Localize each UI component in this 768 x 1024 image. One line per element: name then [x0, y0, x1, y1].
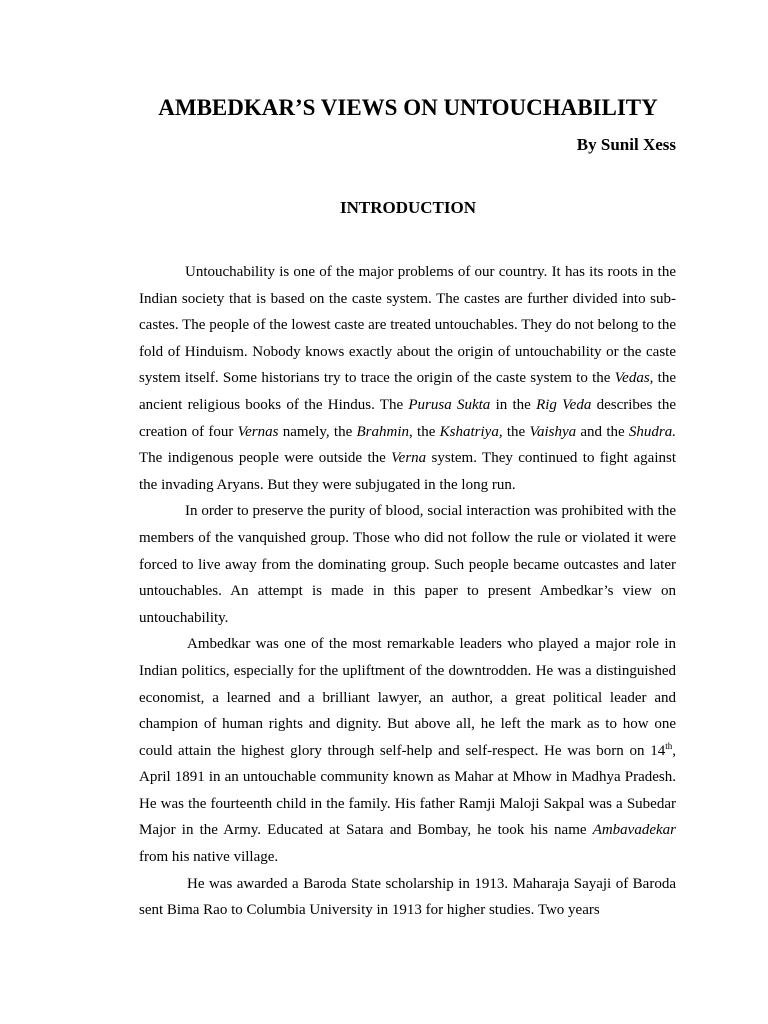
- text-run: in the: [490, 396, 537, 413]
- italic-term: Kshatriya,: [439, 423, 503, 440]
- ordinal-superscript: th: [665, 740, 673, 751]
- paragraph: [139, 498, 676, 631]
- text-run: Ambedkar was one of the most remarkable leaders who played a major role in Indian politics, especially for the upliftment of the downtrodden. He was a distinguished economist, a learned and a brilliant lawyer, an author, a great political leader and champion of human rights and dignity. But above all, he left the mark as to how one could attain the highest glory through self-help and self-respect. He was born on 14: [139, 636, 676, 759]
- section-heading: INTRODUCTION: [339, 198, 477, 217]
- text-run: He was awarded a Baroda State scholarship in 1913. Maharaja Sayaji of Baroda sent Bima Rao to Columbia University in 1913 for higher studies. Two years: [139, 875, 676, 919]
- text-run: and the: [576, 423, 629, 440]
- italic-term: Brahmin: [356, 423, 410, 440]
- italic-term: Purusa Sukta: [408, 396, 491, 413]
- text-run: describes the creation of four: [139, 396, 676, 440]
- paragraph: [139, 871, 676, 924]
- text-run: , April 1891 in an untouchable community known as Mahar at Mhow in Madhya Pradesh. He was the fourteenth child in the family. His father Ramji Maloji Sakpal was a Subedar Major in the Army. Educated at Satara and Bombay, he took his name: [139, 742, 676, 839]
- text-run: system. They continued to fight against the invading Aryans. But they were subjugated in the long run.: [139, 450, 677, 493]
- italic-term: Ambavadekar: [592, 822, 676, 839]
- italic-term: Shudra.: [628, 423, 677, 440]
- text-run: namely, the: [278, 423, 357, 440]
- text-run: the: [502, 423, 530, 440]
- paragraph: [139, 631, 676, 870]
- text-run: the ancient religious books of the Hindus. The: [139, 370, 676, 413]
- text-run: , the: [409, 423, 440, 440]
- author-byline: By Sunil Xess: [576, 135, 676, 154]
- italic-term: Vaishya: [529, 423, 577, 440]
- italic-term: Vernas: [237, 423, 279, 440]
- italic-term: Verna: [391, 450, 427, 467]
- text-run: Untouchability is one of the major problems of our country. It has its roots in the Indian society that is based on the caste system. The castes are further divided into sub-castes. The people of the lowest caste are treated untouchables. They do not belong to the fold of Hinduism. Nobody knows exactly about the origin of untouchability or the caste system itself. Some historians try to trace the origin of the caste system to the: [139, 264, 676, 387]
- italic-term: Rig Veda: [536, 396, 592, 413]
- document-title: AMBEDKAR’S VIEWS ON UNTOUCHABILITY: [158, 95, 658, 120]
- paragraph: [139, 259, 676, 498]
- text-run: In order to preserve the purity of blood, social interaction was prohibited with the members of the vanquished group. Those who did not follow the rule or violated it were forced to live away from the dominating group. Such people became outcastes and later untouchables. An attempt is made in this paper to present Ambedkar’s view on untouchability.: [139, 503, 676, 626]
- document-body: [139, 259, 676, 924]
- text-run: The indigenous people were outside the: [139, 450, 392, 467]
- text-run: from his native village.: [139, 849, 279, 866]
- italic-term: Vedas,: [614, 370, 654, 387]
